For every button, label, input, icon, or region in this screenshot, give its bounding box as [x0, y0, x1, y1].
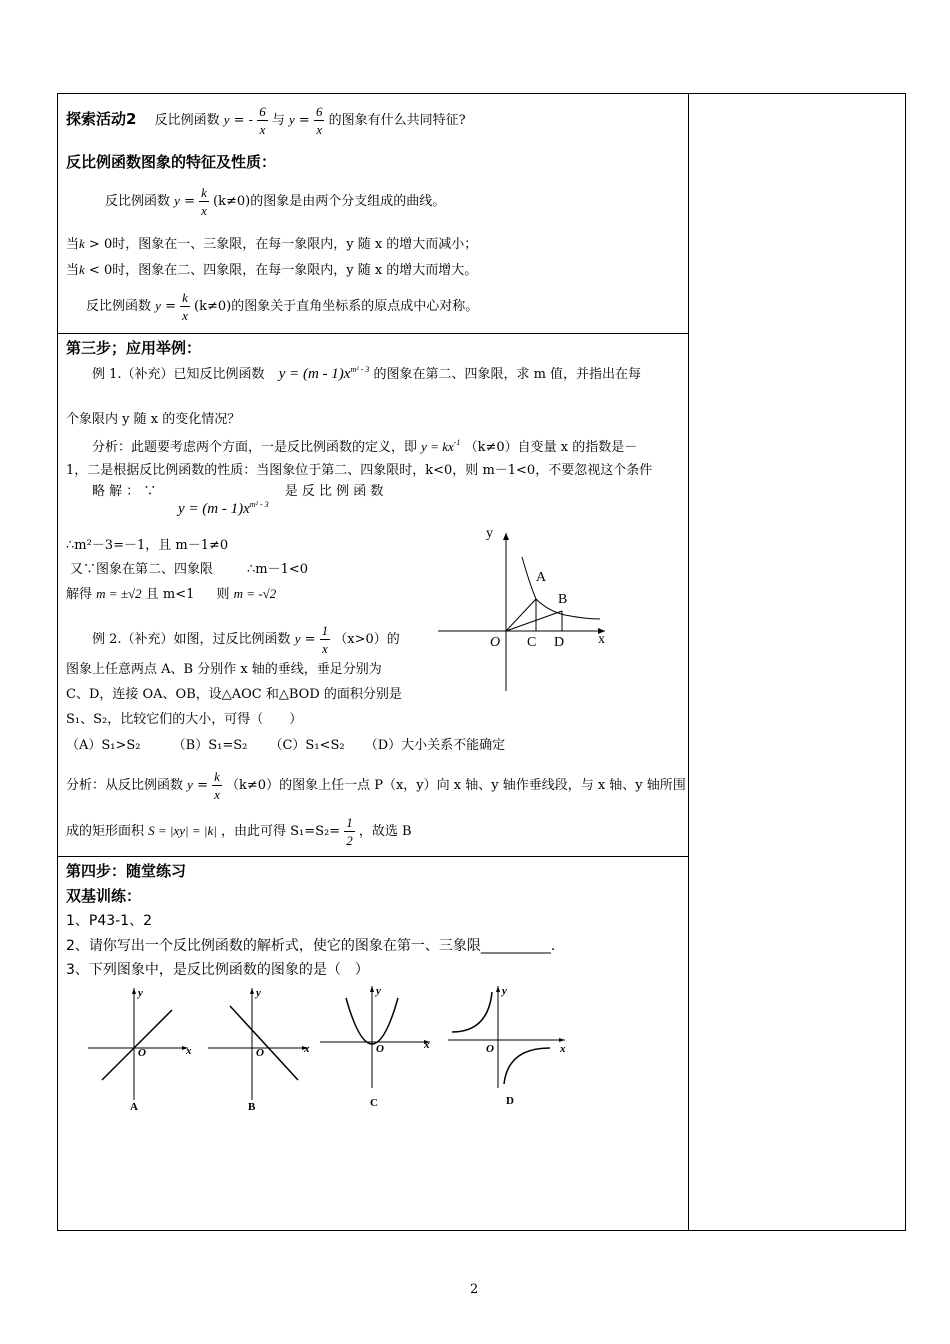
graph-label-y: y: [486, 526, 493, 541]
svg-text:A: A: [130, 1101, 138, 1113]
svg-text:D: D: [506, 1095, 514, 1107]
practice-item-3: 3、下列图象中，是反比例函数的图象的是（ ）: [66, 962, 369, 978]
svg-text:B: B: [248, 1101, 256, 1113]
fraction-6-x: $\frac{6}{x}$: [259, 104, 266, 137]
row-divider-1: [57, 333, 689, 334]
example-2-line-2: 图象上任意两点 A、B 分别作 x 轴的垂线，垂足分别为: [66, 662, 382, 677]
graph-label-c: C: [527, 635, 537, 650]
options-row: [66, 738, 505, 754]
svg-text:y: y: [138, 987, 143, 999]
feature-line-4: 反比例函数 y = $\frac{k}{x}$ (k≠0)的图象关于直角坐标系的原点成中心对称。: [86, 290, 479, 323]
solution-line: 略 解 ： ∵ 是 反 比 例 函 数: [92, 484, 384, 499]
graph-label-x: x: [598, 632, 605, 647]
example-2: 例 2.（补充）如图，过反比例函数 y = $\frac{1}{x}$ （x>0）的: [92, 623, 400, 656]
analysis-2-line-2: 成的矩形面积 S = |xy| = |k| ，由此可得 S₁=S₂= $\frac{1}{2}$ ，故选 B: [66, 815, 412, 848]
practice-subtitle: 双基训练：: [66, 887, 142, 905]
graph-a: [88, 987, 192, 1113]
graph-label-o: O: [490, 635, 501, 650]
svg-text:y: y: [502, 985, 507, 997]
step-2: 又∵图象在第二、四象限 ∴m－1<0: [70, 562, 309, 577]
step-3: 解得 m = ±√2 且 m<1 则 m = -√2: [66, 586, 277, 602]
practice-item-2: 2、请你写出一个反比例函数的解析式，使它的图象在第一、三象限__________.: [66, 938, 556, 954]
features-title: 反比例函数图象的特征及性质：: [66, 153, 277, 171]
feature-line-1: 反比例函数 y = $\frac{k}{x}$ (k≠0)的图象是由两个分支组成的曲线。: [105, 185, 446, 218]
example-2-line-3: C、D，连接 OA、OB，设△AOC 和△BOD 的面积分别是: [66, 687, 402, 702]
analysis-2: 分析：从反比例函数 y = $\frac{k}{x}$ （k≠0）的图象上任一点 P（x，y）向 x 轴、y 轴作垂线段，与 x 轴、y 轴所围: [66, 769, 686, 802]
step-1: ∴m²－3=－1，且 m－1≠0: [66, 538, 229, 553]
analysis-1: 分析：此题要考虑两个方面，一是反比例函数的定义，即 $y = kx^{-1}$ （k≠0）自变量 x 的指数是－: [92, 438, 638, 455]
svg-text:O: O: [486, 1043, 494, 1055]
example-2-graph: [430, 515, 620, 695]
option-c: （C）S₁<S₂: [269, 738, 345, 753]
feature-line-2: 当k > 0时，图象在一、三象限，在每一象限内，y 随 x 的增大而减小；: [66, 236, 478, 252]
graph-label-b: B: [558, 592, 568, 607]
practice-graphs: [80, 980, 580, 1115]
practice-item-1: 1、P43-1、2: [66, 913, 153, 929]
page-number: 2: [470, 1282, 479, 1297]
svg-text:y: y: [376, 985, 381, 997]
graph-b: [208, 987, 310, 1113]
solution-formula: $y = (m - 1)x^{m^2 - 3}$: [178, 500, 269, 517]
svg-text:x: x: [304, 1043, 310, 1055]
feature-line-3: 当k < 0时，图象在二、四象限，在每一象限内，y 随 x 的增大而增大。: [66, 262, 478, 278]
svg-text:C: C: [370, 1097, 378, 1109]
option-b: （B）S₁=S₂: [172, 738, 248, 753]
example-2-line-4: S₁、S₂，比较它们的大小，可得（ ）: [66, 712, 303, 727]
svg-text:O: O: [138, 1047, 146, 1059]
graph-c: [320, 985, 430, 1109]
analysis-1-line-2: 1，二是根据反比例函数的性质：当图象位于第二、四象限时，k<0，则 m－1<0，不要忽视这个条件: [66, 463, 653, 478]
svg-text:y: y: [256, 987, 261, 999]
svg-text:x: x: [424, 1039, 430, 1051]
graph-label-a: A: [536, 570, 547, 585]
column-divider: [688, 93, 689, 1231]
svg-text:O: O: [376, 1043, 384, 1055]
graph-d: [448, 985, 566, 1107]
row-divider-2: [57, 856, 689, 857]
apply-title: 第三步；应用举例：: [66, 339, 202, 357]
example-1: 例 1.（补充）已知反比例函数 $y = (m - 1)x^{m^2 - 3}$ 的图象在第二、四象限，求 m 值，并指出在每: [92, 365, 642, 382]
explore-title: 探索活动2: [66, 110, 137, 128]
graph-label-d: D: [554, 635, 565, 650]
explore-question: 探索活动2 反比例函数 y = - $\frac{6}{x}$ 与 y = $\frac{6}{x}$ 的图象有什么共同特征?: [66, 104, 466, 137]
option-a: （A）S₁>S₂: [66, 738, 141, 753]
option-d: （D）大小关系不能确定: [364, 738, 506, 753]
practice-title: 第四步：随堂练习: [66, 862, 187, 880]
svg-text:x: x: [186, 1045, 192, 1057]
svg-text:O: O: [256, 1047, 264, 1059]
svg-text:x: x: [560, 1043, 566, 1055]
example-1-line-2: 个象限内 y 随 x 的变化情况？: [66, 412, 241, 427]
